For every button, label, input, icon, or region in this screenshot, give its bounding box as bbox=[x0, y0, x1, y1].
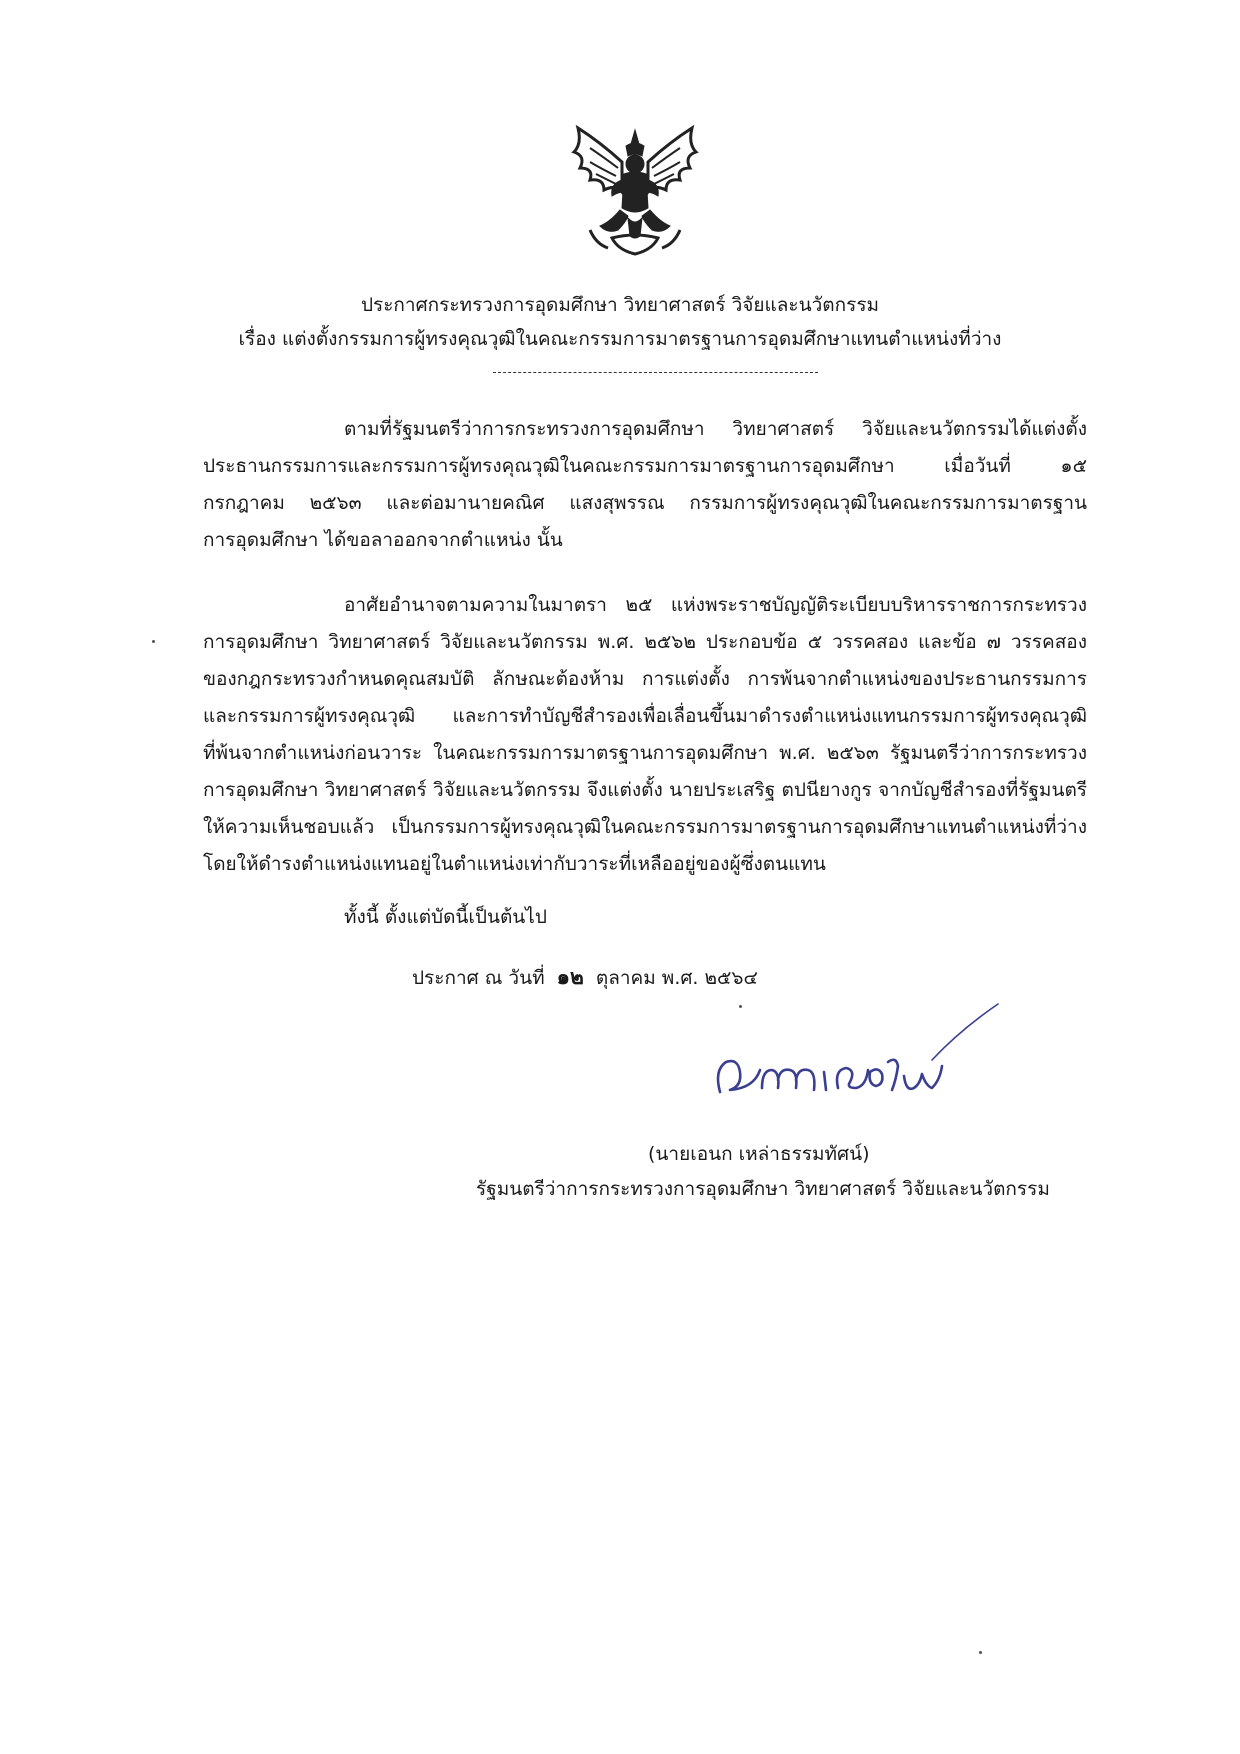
handwritten-signature bbox=[700, 1000, 1000, 1110]
paragraph2-line: ให้ความเห็นชอบแล้ว เป็นกรรมการผู้ทรงคุณวุฒิในคณะกรรมการมาตรฐานการอุดมศึกษาแทนตำแหน่งที่ว่าง bbox=[203, 816, 1087, 838]
signer-name: (นายเอนก เหล่าธรรมทัศน์) bbox=[648, 1143, 870, 1165]
date-prefix: ประกาศ ณ วันที่ bbox=[412, 967, 545, 989]
paragraph1-line: ประธานกรรมการและกรรมการผู้ทรงคุณวุฒิในคณะกรรมการมาตรฐานการอุดมศึกษา เมื่อวันที่ ๑๕ bbox=[203, 455, 1087, 477]
paragraph1-line: กรกฎาคม ๒๕๖๓ และต่อมานายคณิศ แสงสุพรรณ กรรมการผู้ทรงคุณวุฒิในคณะกรรมการมาตรฐาน bbox=[203, 492, 1087, 514]
scan-speck bbox=[739, 1005, 742, 1008]
paragraph1-line: ตามที่รัฐมนตรีว่าการกระทรวงการอุดมศึกษา วิทยาศาสตร์ วิจัยและนวัตกรรมได้แต่งตั้ง bbox=[344, 418, 1087, 440]
closing-statement: ทั้งนี้ ตั้งแต่บัดนี้เป็นต้นไป bbox=[344, 906, 547, 928]
date-day: ๑๒ bbox=[556, 965, 584, 989]
announcement-date bbox=[412, 960, 758, 995]
paragraph2-line: โดยให้ดำรงตำแหน่งแทนอยู่ในตำแหน่งเท่ากับวาระที่เหลืออยู่ของผู้ซึ่งตนแทน bbox=[203, 853, 826, 875]
paragraph2-line: และกรรมการผู้ทรงคุณวุฒิ และการทำบัญชีสำรองเพื่อเลื่อนขึ้นมาดำรงตำแหน่งแทนกรรมการผู้ทรงคุณวุฒิ bbox=[203, 705, 1087, 727]
scan-speck bbox=[152, 640, 155, 643]
heading-divider bbox=[493, 372, 818, 373]
paragraph2-line: ของกฎกระทรวงกำหนดคุณสมบัติ ลักษณะต้องห้าม การแต่งตั้ง การพ้นจากตำแหน่งของประธานกรรมการ bbox=[203, 668, 1087, 690]
paragraph1-line: การอุดมศึกษา ได้ขอลาออกจากตำแหน่ง นั้น bbox=[203, 529, 563, 551]
signer-position: รัฐมนตรีว่าการกระทรวงการอุดมศึกษา วิทยาศาสตร์ วิจัยและนวัตกรรม bbox=[476, 1178, 1050, 1200]
paragraph2-line: อาศัยอำนาจตามความในมาตรา ๒๕ แห่งพระราชบัญญัติระเบียบบริหารราชการกระทรวง bbox=[344, 594, 1087, 616]
paragraph2-line: ที่พ้นจากตำแหน่งก่อนวาระ ในคณะกรรมการมาตรฐานการอุดมศึกษา พ.ศ. ๒๕๖๓ รัฐมนตรีว่าการกระทรวง bbox=[203, 742, 1087, 764]
scan-speck bbox=[979, 1651, 982, 1654]
announcement-subject: เรื่อง แต่งตั้งกรรมการผู้ทรงคุณวุฒิในคณะกรรมการมาตรฐานการอุดมศึกษาแทนตำแหน่งที่ว่าง bbox=[238, 328, 1002, 350]
paragraph2-line: การอุดมศึกษา วิทยาศาสตร์ วิจัยและนวัตกรรม พ.ศ. ๒๕๖๒ ประกอบข้อ ๕ วรรคสอง และข้อ ๗ วรรคสอง bbox=[203, 631, 1087, 653]
paragraph2-line: การอุดมศึกษา วิทยาศาสตร์ วิจัยและนวัตกรรม จึงแต่งตั้ง นายประเสริฐ ตปนียางกูร จากบัญชีสำรองที่รัฐมนตรี bbox=[203, 779, 1087, 801]
announcement-title: ประกาศกระทรวงการอุดมศึกษา วิทยาศาสตร์ วิจัยและนวัตกรรม bbox=[360, 294, 880, 316]
garuda-emblem bbox=[560, 122, 710, 262]
date-month-year: ตุลาคม พ.ศ. ๒๕๖๔ bbox=[595, 967, 758, 989]
